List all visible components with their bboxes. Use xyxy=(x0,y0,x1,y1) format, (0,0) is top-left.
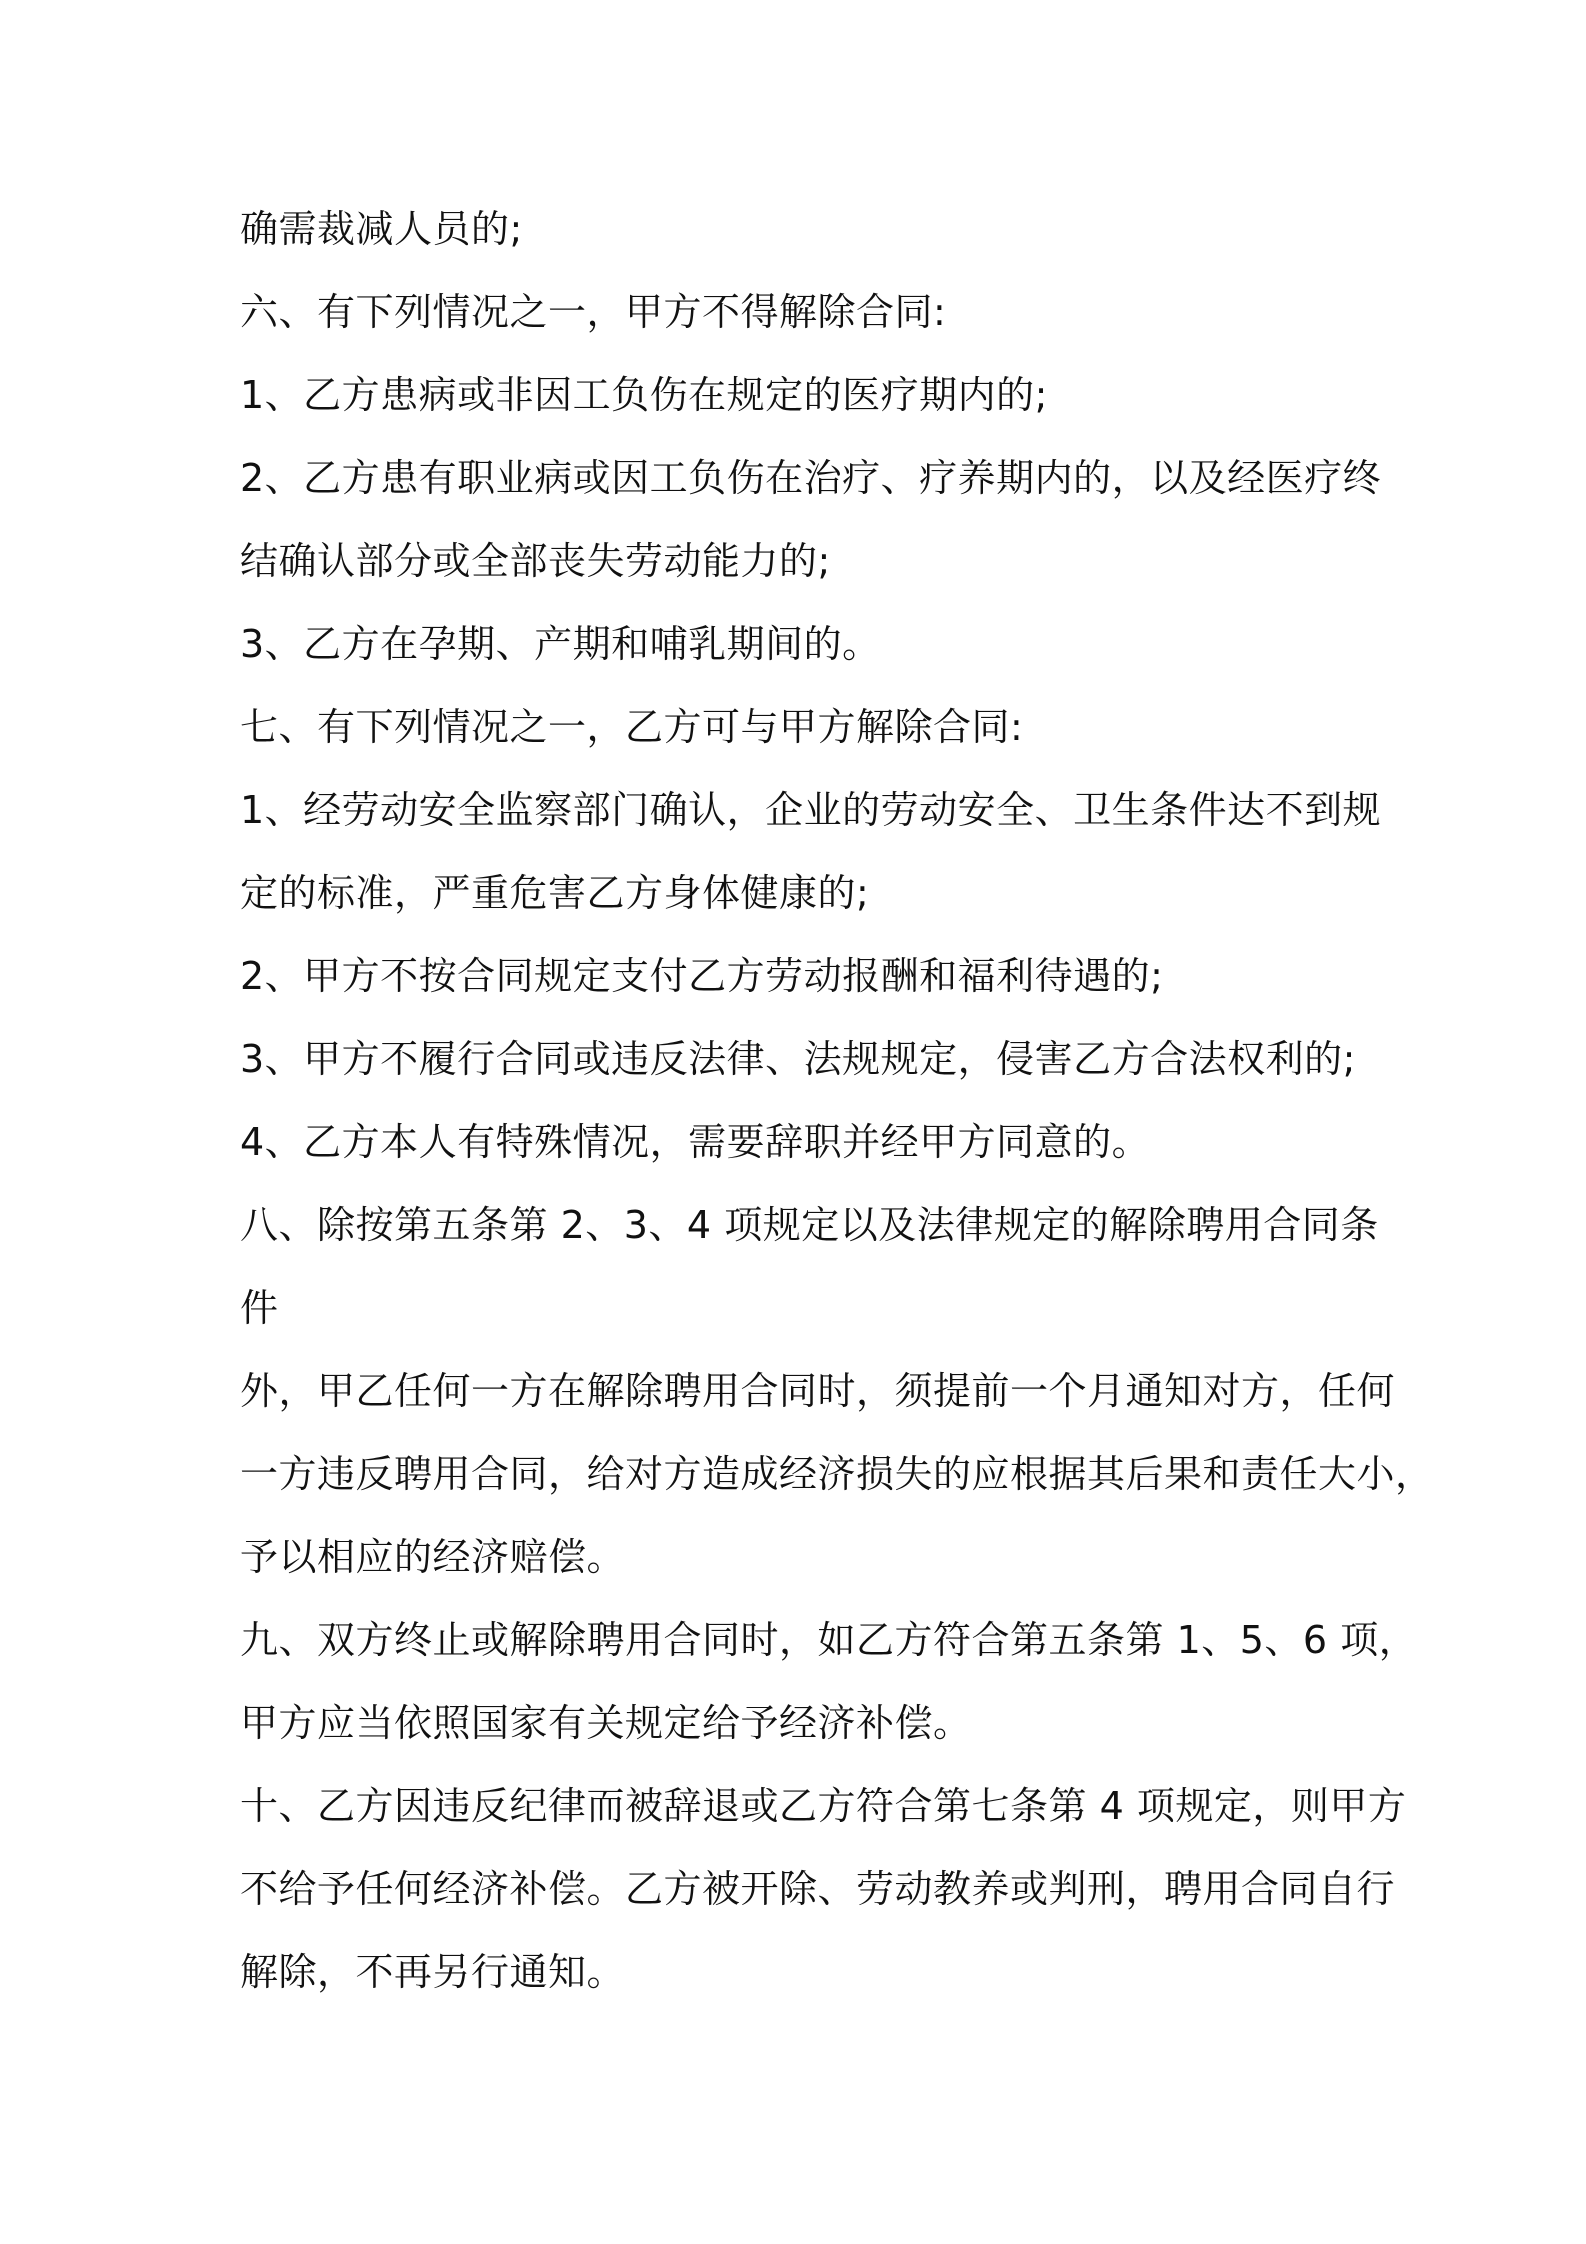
text-line: 八、除按第五条第 2、3、4 项规定以及法律规定的解除聘用合同条 xyxy=(240,1203,1379,1247)
text-line: 十、乙方因违反纪律而被辞退或乙方符合第七条第 4 项规定，则甲方 xyxy=(240,1784,1407,1828)
text-line: 2、乙方患有职业病或因工负伤在治疗、疗养期内的，以及经医疗终 xyxy=(240,456,1382,500)
text-line: 六、有下列情况之一，甲方不得解除合同: xyxy=(240,290,947,334)
text-line: 予以相应的经济赔偿。 xyxy=(240,1535,626,1579)
text-line: 外，甲乙任何一方在解除聘用合同时，须提前一个月通知对方，任何 xyxy=(240,1369,1396,1413)
text-line: 4、乙方本人有特殊情况，需要辞职并经甲方同意的。 xyxy=(240,1120,1151,1164)
text-line: 九、双方终止或解除聘用合同时，如乙方符合第五条第 1、5、6 项， xyxy=(240,1618,1418,1662)
text-line: 3、甲方不履行合同或违反法律、法规规定，侵害乙方合法权利的; xyxy=(240,1037,1356,1081)
text-line: 一方违反聘用合同，给对方造成经济损失的应根据其后果和责任大小， xyxy=(240,1452,1434,1496)
text-line: 解除，不再另行通知。 xyxy=(240,1950,626,1994)
text-line: 七、有下列情况之一，乙方可与甲方解除合同: xyxy=(240,705,1024,749)
text-line: 3、乙方在孕期、产期和哺乳期间的。 xyxy=(240,622,881,666)
text-line: 件 xyxy=(240,1286,279,1330)
text-line: 1、经劳动安全监察部门确认，企业的劳动安全、卫生条件达不到规 xyxy=(240,788,1382,832)
text-line: 确需裁减人员的; xyxy=(240,207,523,251)
text-line: 1、乙方患病或非因工负伤在规定的医疗期内的; xyxy=(240,373,1048,417)
text-line: 定的标准，严重危害乙方身体健康的; xyxy=(240,871,870,915)
text-line: 2、甲方不按合同规定支付乙方劳动报酬和福利待遇的; xyxy=(240,954,1164,998)
text-line: 不给予任何经济补偿。乙方被开除、劳动教养或判刑，聘用合同自行 xyxy=(240,1867,1396,1911)
text-line: 结确认部分或全部丧失劳动能力的; xyxy=(240,539,831,583)
text-line: 甲方应当依照国家有关规定给予经济补偿。 xyxy=(240,1701,972,1745)
